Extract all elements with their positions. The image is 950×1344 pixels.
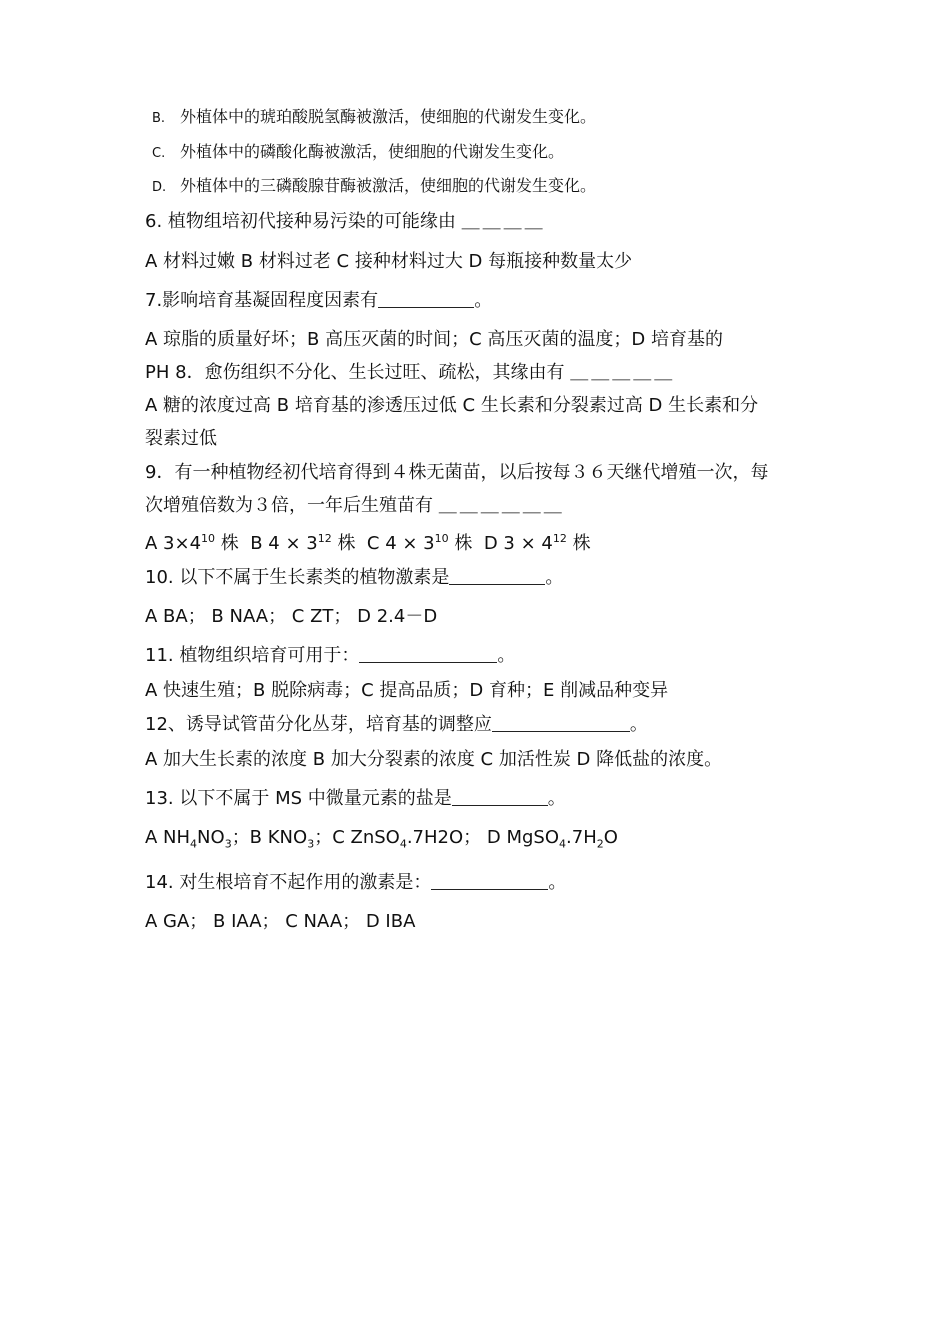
answer-blank (452, 787, 548, 806)
question-10-options: A BA； B NAA； C ZT； D 2.4－D (145, 606, 438, 627)
question-9-stem-1: 9．有一种植物经初代培育得到４株无菌苗，以后按每３６天继代增殖一次，每 (145, 462, 769, 483)
answer-blank (449, 566, 545, 585)
option-d-prev: D. 外植体中的三磷酸腺苷酶被激活，使细胞的代谢发生变化。 (152, 176, 597, 195)
question-13-stem: 13. 以下不属于 MS 中微量元素的盐是 。 (145, 788, 566, 809)
question-7-options: A 琼脂的质量好坏；B 高压灭菌的时间；C 高压灭菌的温度；D 培育基的 (145, 329, 723, 350)
question-14-stem: 14. 对生根培育不起作用的激素是： 。 (145, 872, 567, 893)
answer-blank (431, 871, 548, 890)
question-6-stem: 6. 植物组培初代接种易污染的可能缘由 ＿＿＿＿ (145, 211, 546, 232)
question-9-options: A $3\times 4^{10}$ 株 B $4 \times 3^{12}$ 株 C $4 \times 3^{10}$ 株 D $3 \times 4^{12}$ 株 (145, 532, 591, 554)
question-10-stem: 10. 以下不属于生长素类的植物激素是 。 (145, 567, 564, 588)
question-14-options: A GA； B IAA； C NAA； D IBA (145, 911, 416, 932)
question-8-options-1: A 糖的浓度过高 B 培育基的渗透压过低 C 生长素和分裂素过高 D 生长素和分 (145, 395, 759, 416)
answer-blank (359, 644, 497, 663)
question-11-options: A 快速生殖；B 脱除病毒；C 提高品质；D 育种；E 削减品种变异 (145, 680, 669, 701)
question-9-stem-2: 次增殖倍数为３倍，一年后生殖苗有 ＿＿＿＿＿＿ (145, 495, 565, 516)
answer-blank (378, 289, 474, 308)
question-6-options: A 材料过嫩 B 材料过老 C 接种材料过大 D 每瓶接种数量太少 (145, 251, 633, 272)
answer-blank (492, 713, 630, 732)
question-8-stem: PH 8．愈伤组织不分化、生长过旺、疏松，其缘由有 ＿＿＿＿＿ (145, 362, 676, 383)
question-7-stem: 7.影响培育基凝固程度因素有 。 (145, 290, 493, 311)
option-c-prev: C. 外植体中的磷酸化酶被激活，使细胞的代谢发生变化。 (152, 142, 565, 161)
question-12-stem: 12、诱导试管苗分化丛芽，培育基的调整应 。 (145, 714, 648, 735)
question-13-options: A $NH_4NO_3$；B $KNO_3$；C ZnSO$_4$.7H2O； D $MgSO_4.7H_2O$ (145, 827, 618, 851)
question-8-options-2: 裂素过低 (145, 428, 217, 449)
question-11-stem: 11. 植物组织培育可用于： 。 (145, 645, 516, 666)
option-b-prev: B. 外植体中的琥珀酸脱氢酶被激活，使细胞的代谢发生变化。 (152, 107, 597, 126)
question-12-options: A 加大生长素的浓度 B 加大分裂素的浓度 C 加活性炭 D 降低盐的浓度。 (145, 749, 723, 770)
